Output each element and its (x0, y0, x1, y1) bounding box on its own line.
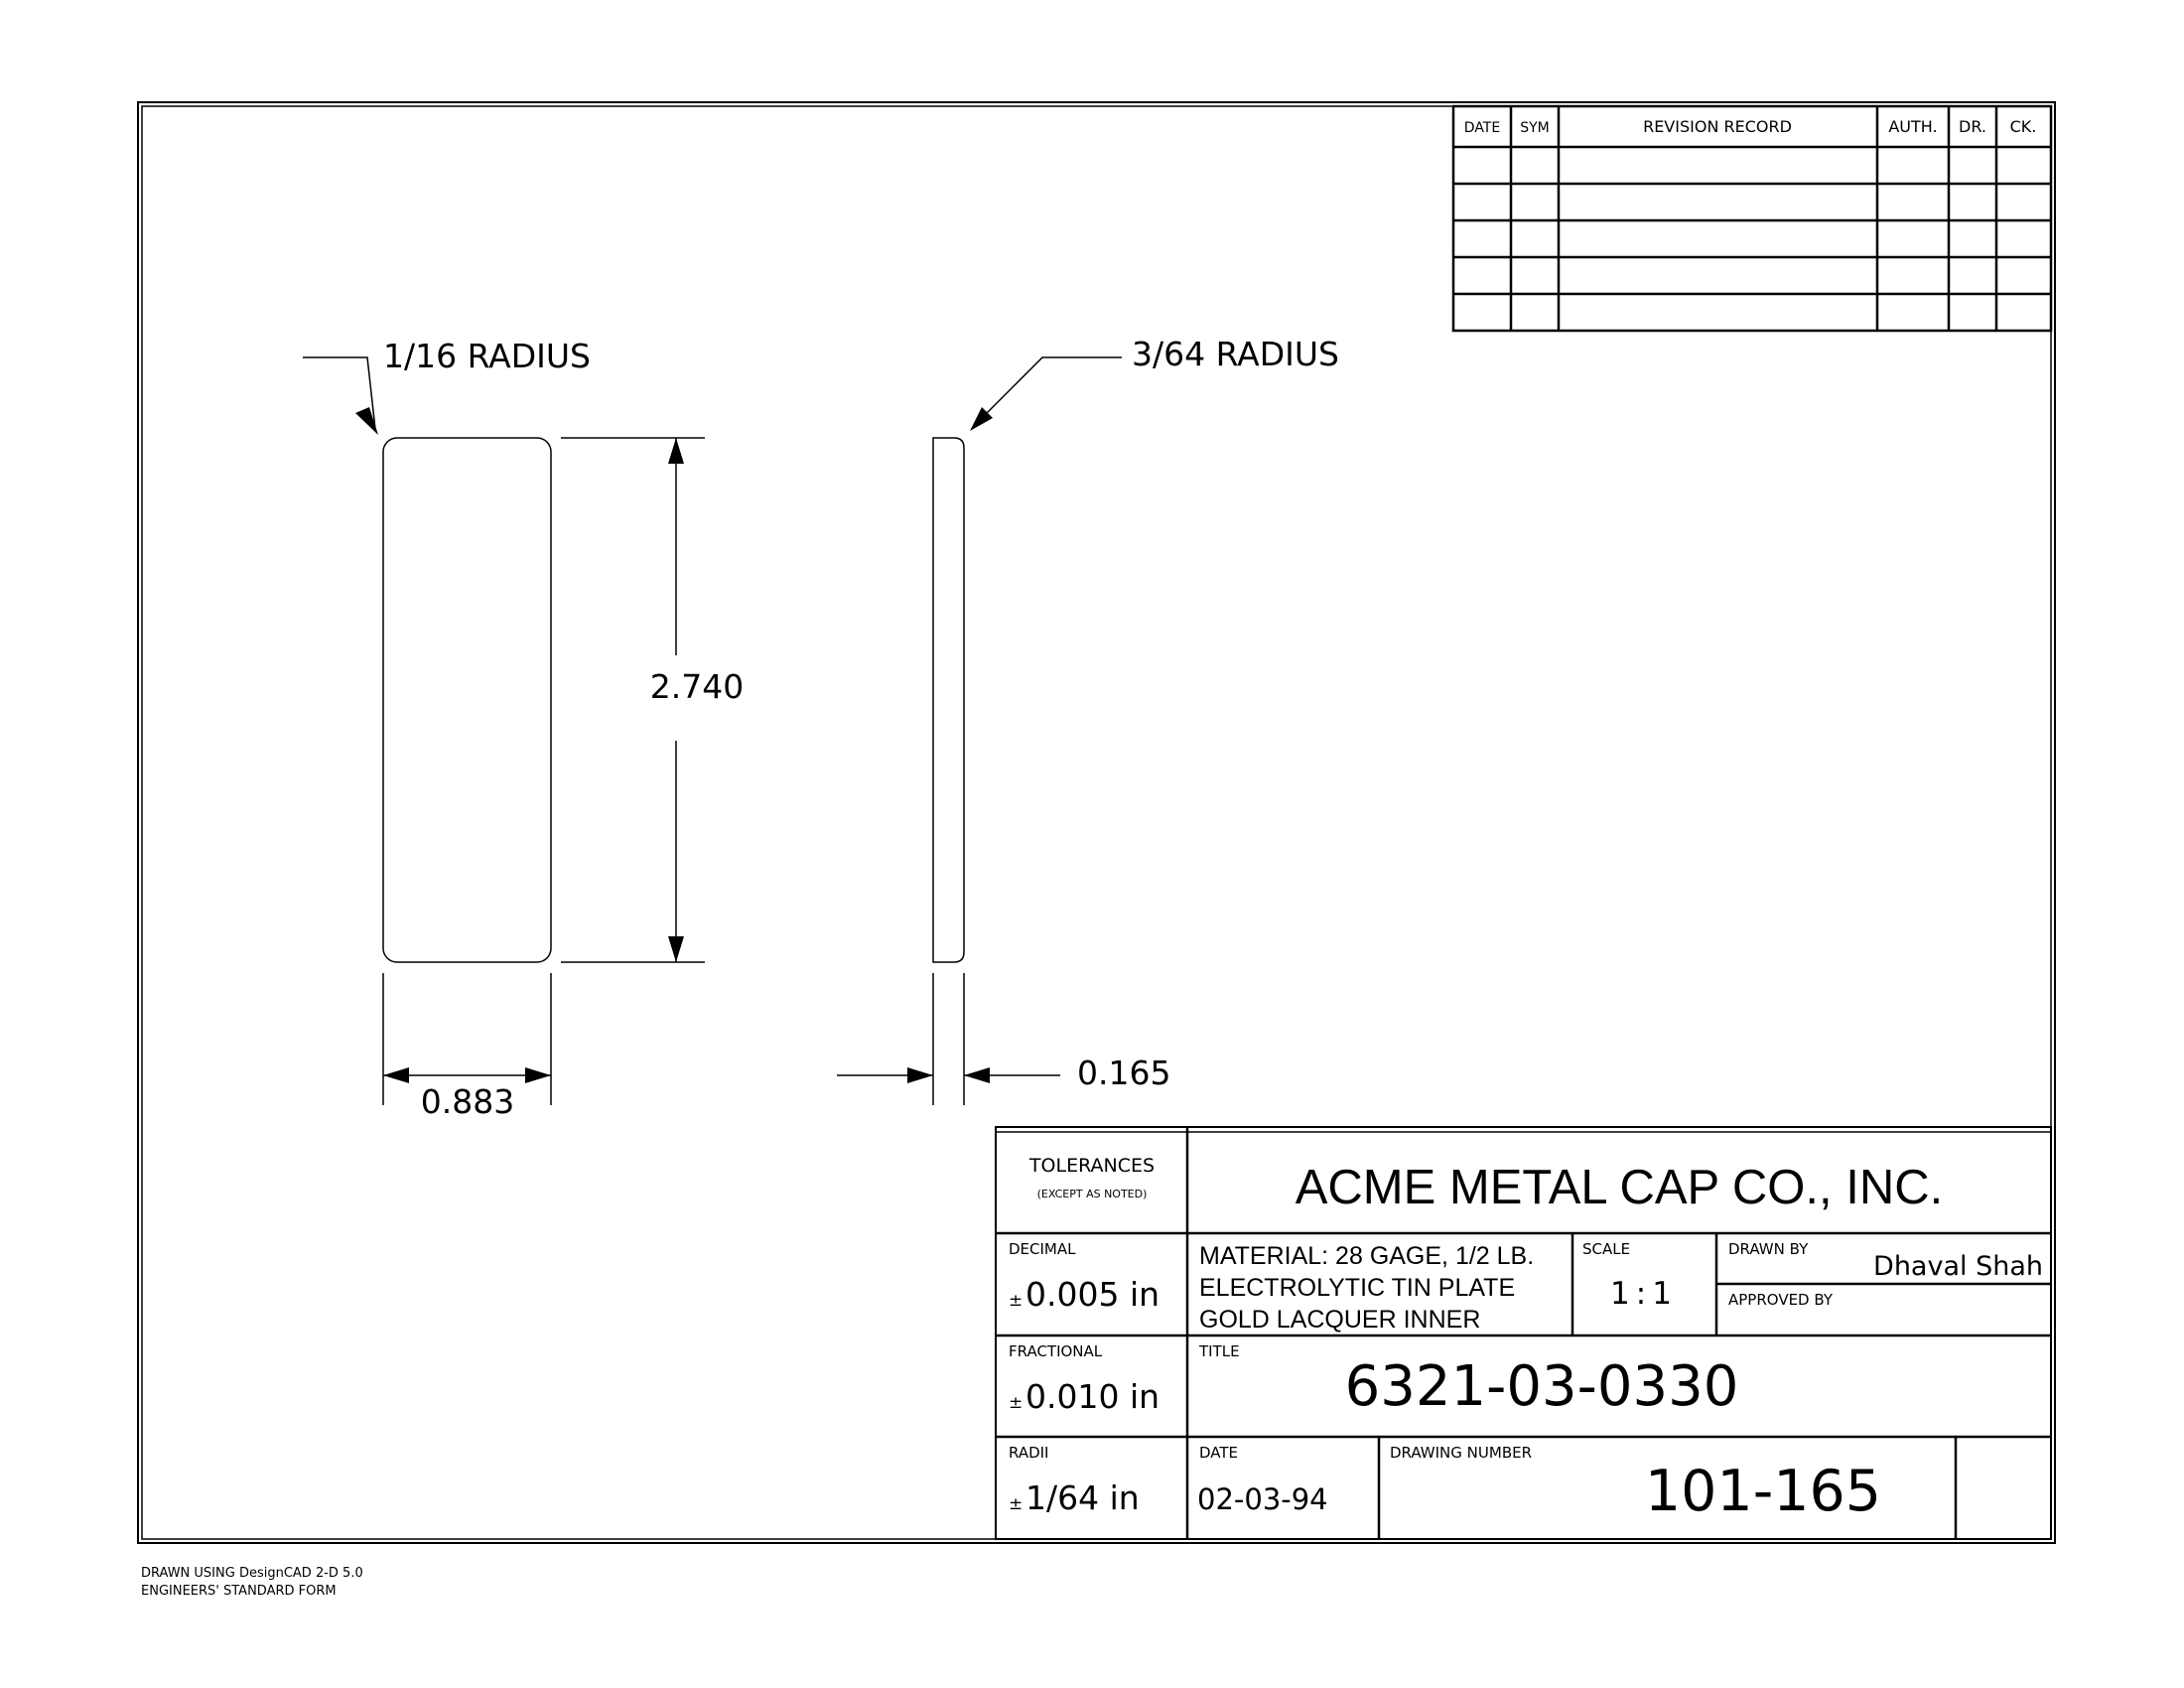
radii-plus-minus: ± (1009, 1494, 1024, 1514)
thickness-dimension (837, 973, 1170, 1105)
date-label: DATE (1199, 1444, 1239, 1462)
scale-value: 1:1 (1610, 1276, 1678, 1312)
rev-header-sym: SYM (1520, 120, 1550, 136)
height-dimension (561, 438, 744, 962)
radii-label: RADII (1009, 1444, 1049, 1462)
revision-record-table (1453, 106, 2051, 331)
tolerances-note: (EXCEPT AS NOTED) (1036, 1188, 1148, 1200)
title-label: TITLE (1199, 1342, 1240, 1360)
title-value: 6321-03-0330 (1344, 1354, 1739, 1419)
side-radius-label: 3/64 RADIUS (1132, 335, 1340, 373)
decimal-plus-minus: ± (1009, 1291, 1024, 1311)
width-dimension-value: 0.883 (420, 1082, 515, 1121)
thickness-dimension-value: 0.165 (1077, 1054, 1171, 1092)
side-view-outline (933, 438, 964, 962)
material-line-1: MATERIAL: 28 GAGE, 1/2 LB. (1199, 1242, 1535, 1270)
side-radius-leader (970, 335, 1339, 431)
rev-header-ck: CK. (2009, 117, 2037, 136)
fractional-value: 0.010 in (1025, 1377, 1160, 1416)
approved-by-label: APPROVED BY (1728, 1291, 1834, 1309)
front-radius-leader (303, 337, 591, 435)
front-view (383, 438, 551, 962)
drawing-number-value: 101-165 (1644, 1459, 1882, 1524)
width-dimension (383, 973, 551, 1121)
fractional-plus-minus: ± (1009, 1393, 1024, 1413)
rev-header-auth: AUTH. (1888, 117, 1938, 136)
drawing-number-label: DRAWING NUMBER (1390, 1444, 1533, 1462)
rev-header-record: REVISION RECORD (1643, 117, 1792, 136)
height-dimension-value: 2.740 (649, 667, 745, 706)
sheet-border (138, 102, 2055, 1543)
rev-header-date: DATE (1463, 120, 1501, 136)
company-name: ACME METAL CAP CO., INC. (1295, 1161, 1944, 1214)
material-line-3: GOLD LACQUER INNER (1199, 1306, 1481, 1334)
material-line-2: ELECTROLYTIC TIN PLATE (1199, 1274, 1516, 1302)
drawn-by-value: Dhaval Shah (1873, 1251, 2043, 1282)
front-view-outline (383, 438, 551, 962)
rev-header-dr: DR. (1959, 117, 1986, 136)
footer-line-1: DRAWN USING DesignCAD 2-D 5.0 (141, 1566, 363, 1581)
side-view (933, 438, 964, 962)
date-value: 02-03-94 (1197, 1482, 1328, 1516)
decimal-label: DECIMAL (1009, 1240, 1076, 1258)
footer-line-2: ENGINEERS' STANDARD FORM (141, 1584, 337, 1599)
fractional-label: FRACTIONAL (1009, 1342, 1103, 1360)
radii-value: 1/64 in (1025, 1478, 1140, 1517)
front-radius-label: 1/16 RADIUS (383, 337, 592, 375)
drawn-by-label: DRAWN BY (1728, 1240, 1809, 1258)
title-block (996, 1127, 2051, 1539)
footer-notes (141, 1566, 363, 1599)
decimal-value: 0.005 in (1025, 1275, 1160, 1314)
tolerances-title: TOLERANCES (1028, 1155, 1156, 1177)
scale-label: SCALE (1582, 1240, 1631, 1258)
